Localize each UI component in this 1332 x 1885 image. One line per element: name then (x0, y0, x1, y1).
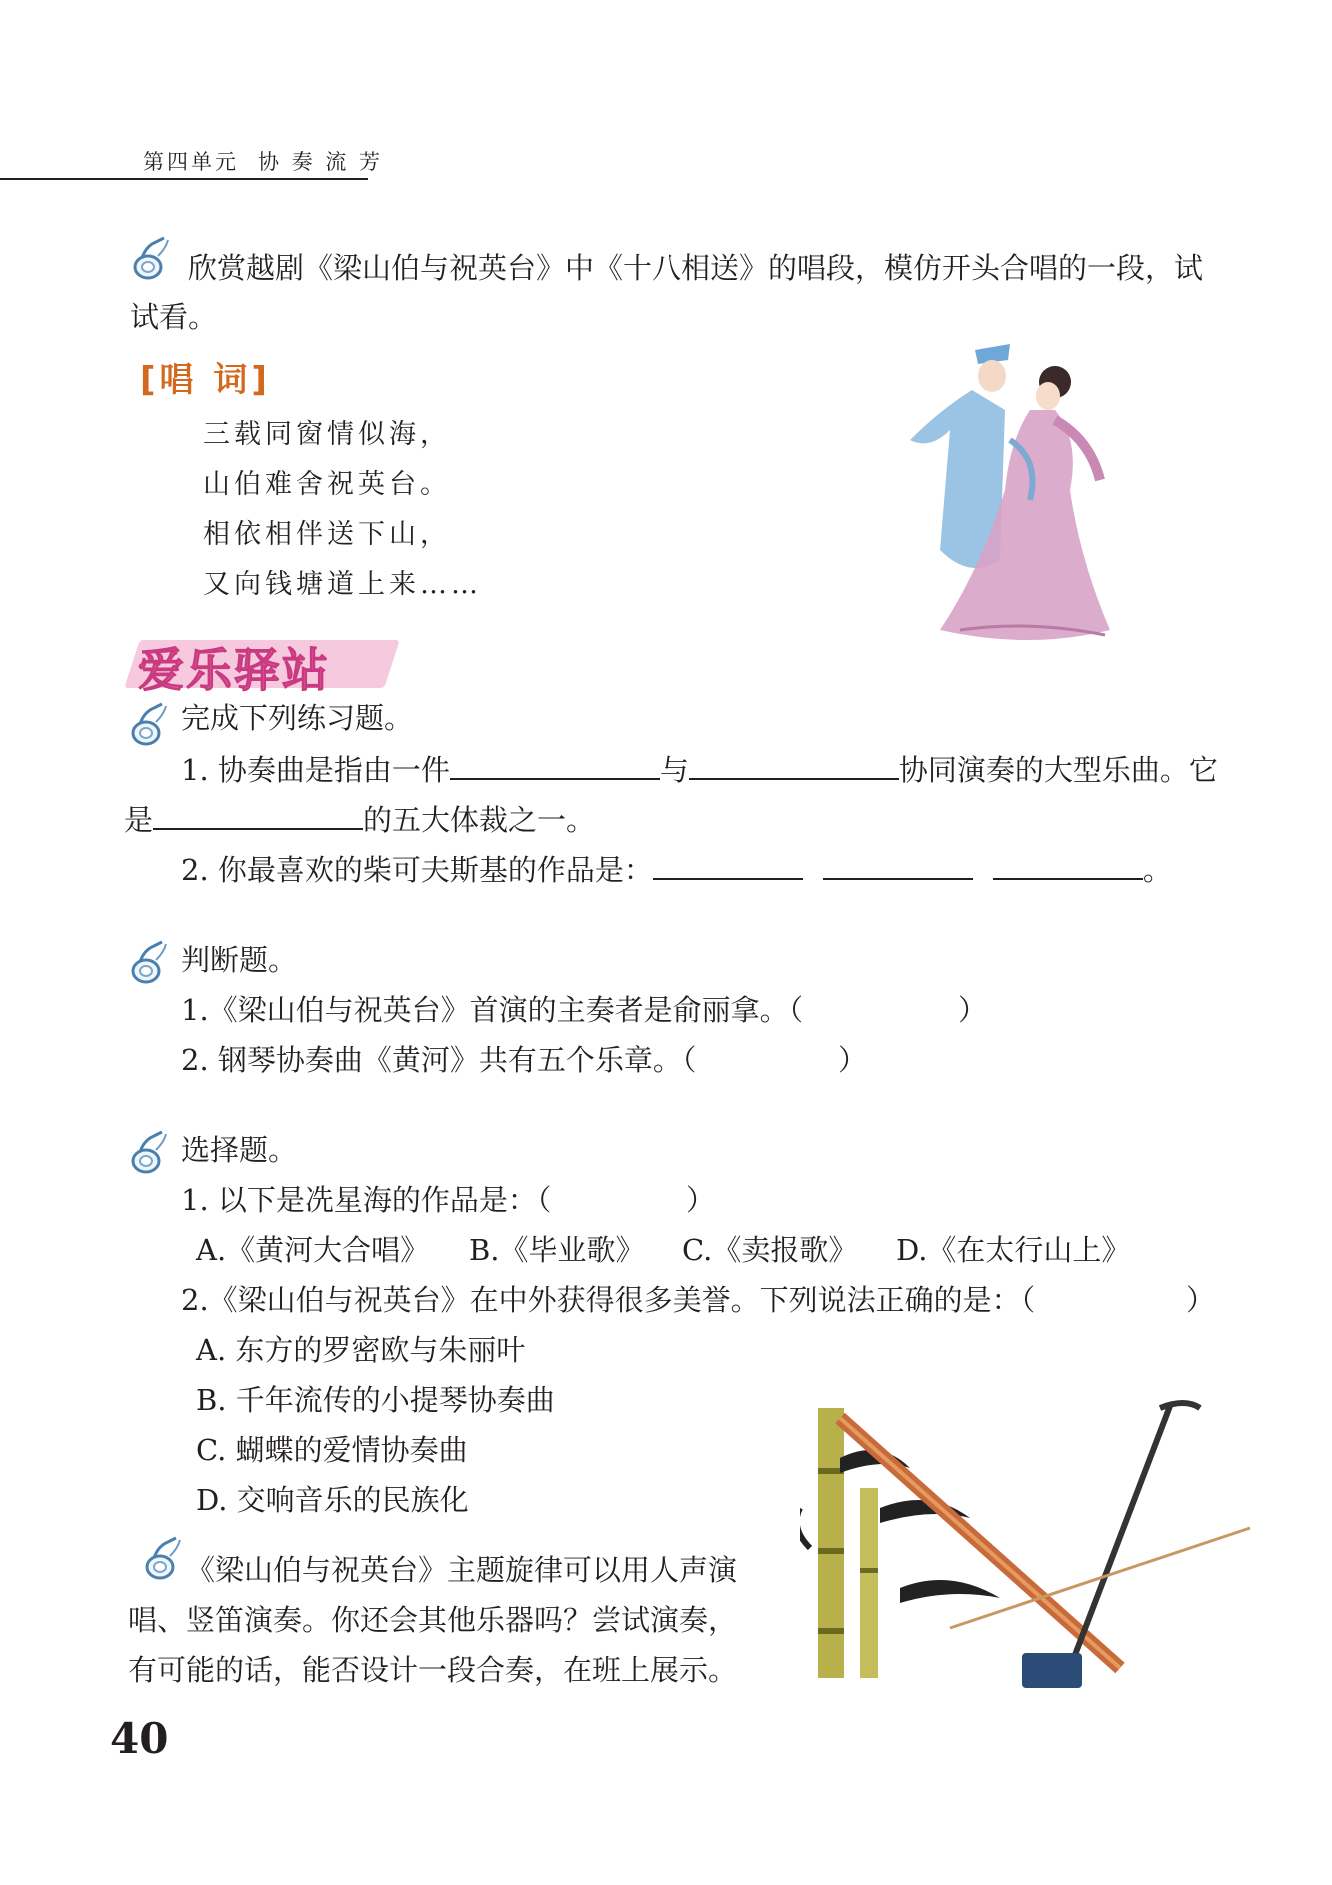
fill-blank[interactable] (450, 754, 660, 780)
intro-line-1: 欣赏越剧《梁山伯与祝英台》中《十八相送》的唱段，模仿开头合唱的一段，试 (188, 251, 1204, 285)
choice-q2-option-a: A. 东方的罗密欧与朱丽叶 (196, 1333, 526, 1367)
fill-q1-text-b: 与 (659, 753, 689, 787)
choice-heading: 选择题。 (181, 1133, 298, 1167)
choice-q2-option-c: C. 蝴蝶的爱情协奏曲 (196, 1433, 468, 1467)
judge-q1: 1.《梁山伯与祝英台》首演的主奏者是俞丽拿。（ (181, 993, 804, 1027)
page-number: 40 (110, 1714, 169, 1763)
fill-blank[interactable] (823, 854, 973, 880)
lyric-line-3: 相依相伴送下山， (203, 519, 451, 550)
fill-q1-text-d: 是 (124, 803, 154, 837)
horn-icon (126, 1130, 170, 1176)
unit-title: 协 奏 流 芳 (258, 150, 384, 174)
choice-q1-option-b: B.《毕业歌》 (469, 1233, 645, 1267)
choice-q1-close: ） (686, 1183, 716, 1217)
choice-q1-option-c: C.《卖报歌》 (682, 1233, 858, 1267)
lyric-line-4: 又向钱塘道上来…… (203, 569, 482, 600)
fill-blank[interactable] (653, 854, 803, 880)
choice-q2-option-b: B. 千年流传的小提琴协奏曲 (196, 1383, 555, 1417)
fill-blank[interactable] (153, 804, 363, 830)
lyrics-label: [唱 词] (140, 360, 271, 400)
header-rule (0, 178, 368, 180)
fill-heading: 完成下列练习题。 (181, 701, 414, 735)
judge-q2-close: ） (838, 1043, 868, 1077)
judge-heading: 判断题。 (181, 943, 298, 977)
fill-blank[interactable] (993, 854, 1143, 880)
station-title: 爱乐驿站 (138, 643, 330, 697)
closing-line-3: 有可能的话，能否设计一段合奏，在班上展示。 (128, 1653, 738, 1687)
fill-q1-line-2 (124, 804, 595, 835)
choice-q2: 2.《梁山伯与祝英台》在中外获得很多美誉。下列说法正确的是：（ (181, 1283, 1036, 1317)
fill-blank[interactable] (689, 754, 899, 780)
choice-q2-close: ） (1186, 1283, 1216, 1317)
fill-q2 (181, 854, 1172, 885)
instruments-illustration (800, 1398, 1260, 1698)
horn-icon (126, 940, 170, 986)
horn-icon (126, 702, 170, 748)
fill-q1-line-1 (181, 754, 1218, 785)
fill-q2-text: 2. 你最喜欢的柴可夫斯基的作品是： (181, 853, 653, 887)
fill-q1-text-c: 协同演奏的大型乐曲。它 (898, 753, 1218, 787)
closing-line-1: 《梁山伯与祝英台》主题旋律可以用人声演 (186, 1553, 738, 1587)
judge-q2: 2. 钢琴协奏曲《黄河》共有五个乐章。（ (181, 1043, 697, 1077)
choice-q2-option-d: D. 交响音乐的民族化 (196, 1483, 469, 1517)
choice-q1: 1. 以下是冼星海的作品是：（ (181, 1183, 552, 1217)
fill-q2-end: 。 (1142, 853, 1172, 887)
lyric-line-2: 山伯难舍祝英台。 (203, 469, 451, 500)
intro-line-2: 试看。 (130, 300, 218, 334)
unit-label: 第四单元 (143, 150, 239, 174)
closing-line-2: 唱、竖笛演奏。你还会其他乐器吗？尝试演奏， (128, 1603, 738, 1637)
fill-q1-text-a: 1. 协奏曲是指由一件 (181, 753, 450, 787)
choice-q1-option-d: D.《在太行山上》 (896, 1233, 1131, 1267)
opera-couple-illustration (880, 330, 1120, 660)
lyric-line-1: 三载同窗情似海， (203, 419, 451, 450)
fill-q1-text-e: 的五大体裁之一。 (363, 803, 596, 837)
judge-q1-close: ） (958, 993, 988, 1027)
choice-q1-option-a: A.《黄河大合唱》 (196, 1233, 430, 1267)
horn-icon (128, 236, 172, 282)
horn-icon (140, 1536, 184, 1582)
